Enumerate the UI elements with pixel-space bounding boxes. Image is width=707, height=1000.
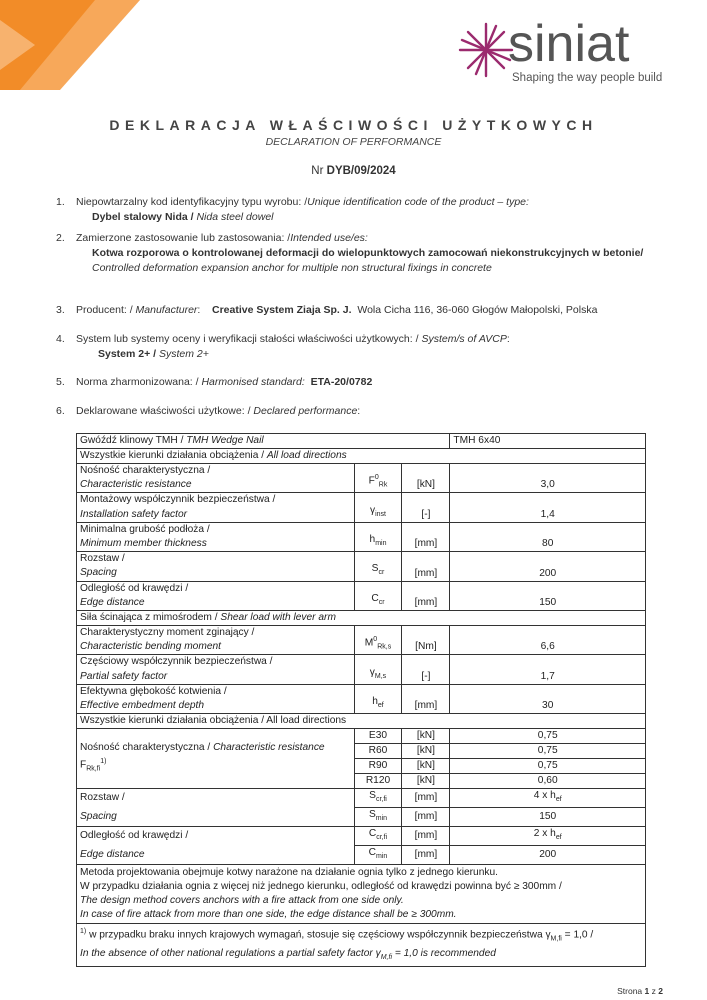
fire-class: E30 xyxy=(354,729,402,744)
product-name-en: TMH Wedge Nail xyxy=(186,435,264,446)
symbol-cell xyxy=(354,493,402,522)
symbol: γ xyxy=(369,504,376,516)
unit-cell: [mm] xyxy=(402,846,450,865)
property-label-en xyxy=(77,669,355,684)
fire-symbol-sub: Rk,fi xyxy=(86,765,101,773)
symbol-sub: inst xyxy=(375,510,386,518)
value-text: 2 x h xyxy=(533,828,556,840)
value-text: 4 x h xyxy=(533,790,556,801)
table-row xyxy=(77,714,646,729)
property-label: Charakterystyczny moment zginający / xyxy=(77,625,355,640)
item-value: Kotwa rozporowa o kontrolowanej deformacji do wielopunktowych zamocowań niekonstrukcyjnych w betonie/ xyxy=(92,247,644,259)
item-number: 1. xyxy=(56,196,65,208)
table-row xyxy=(77,655,646,670)
fire-class: R60 xyxy=(354,744,402,759)
symbol: C xyxy=(368,847,377,859)
property-label-text: Edge distance xyxy=(80,848,145,860)
value-cell: 80 xyxy=(450,522,646,551)
document-title: DEKLARACJA WŁAŚCIWOŚCI UŻYTKOWYCH xyxy=(109,117,598,133)
property-label-en xyxy=(77,537,355,552)
unit-cell: [kN] xyxy=(402,729,450,744)
value-sub: ef xyxy=(555,796,562,804)
symbol-sub: ef xyxy=(377,702,384,709)
value-cell: 150 xyxy=(450,581,646,610)
symbol-sub: min xyxy=(375,540,387,548)
value-cell xyxy=(450,789,646,808)
table-row xyxy=(77,924,646,966)
colon: : xyxy=(197,304,201,316)
unit-cell: [kN] xyxy=(402,759,450,774)
property-label-en xyxy=(77,478,355,493)
property-label-en xyxy=(77,699,355,714)
symbol-cell xyxy=(354,552,402,581)
note-line: W przypadku działania ognia z więcej niż jednego kierunku, odległość od krawędzi powinna być ≥ 300mm / xyxy=(80,881,562,893)
property-label: Częściowy współczynnik bezpieczeństwa / xyxy=(77,655,355,670)
value-cell: 0,75 xyxy=(450,729,646,744)
table-row xyxy=(77,522,646,537)
value-cell xyxy=(450,846,646,865)
symbol-sub: cr,fi xyxy=(375,796,387,804)
item-number: 6. xyxy=(56,405,65,417)
unit-cell: [mm] xyxy=(402,684,450,713)
item-text-en: Declared performance xyxy=(253,405,358,417)
value-cell: 3,0 xyxy=(450,464,646,493)
item-text: Niepowtarzalny kod identyfikacyjny typu wyrobu: / xyxy=(76,196,308,208)
fire-label-en: Characteristic resistance xyxy=(213,741,325,753)
standard-value: ETA-20/0782 xyxy=(310,376,373,388)
property-label-en xyxy=(77,640,355,655)
footnote-sub: M,fi xyxy=(550,935,562,943)
table-row xyxy=(77,827,646,846)
symbol-cell xyxy=(354,464,402,493)
table-row xyxy=(77,684,646,699)
symbol-sub: min xyxy=(375,815,388,823)
symbol-cell xyxy=(354,625,402,654)
value-cell: 0,75 xyxy=(450,759,646,774)
symbol-cell xyxy=(354,655,402,684)
property-label: Efektywna głębokość kotwienia / xyxy=(77,684,355,699)
page-footer xyxy=(617,986,663,996)
property-label-text: Odległość od krawędzi / xyxy=(80,830,189,842)
unit-cell: [Nm] xyxy=(402,625,450,654)
section-title-en: Shear load with lever arm xyxy=(220,611,336,623)
value-cell: 6,6 xyxy=(450,625,646,654)
unit-cell: [mm] xyxy=(402,581,450,610)
unit-cell: [-] xyxy=(402,493,450,522)
property-label-en xyxy=(77,596,355,611)
footnote xyxy=(77,924,646,966)
unit-cell: [-] xyxy=(402,655,450,684)
footnote-text-end: = 1,0 / xyxy=(561,929,594,941)
product-code: TMH 6x40 xyxy=(450,434,646,449)
page-of: z xyxy=(651,986,656,996)
section-title-en: All load directions xyxy=(266,450,347,461)
item-value-en: System 2+ xyxy=(159,348,209,360)
fire-resistance-label xyxy=(77,729,355,789)
note-line: Metoda projektowania obejmuje kotwy narażone na działanie ognia tylko z jednego kierunku. xyxy=(80,867,498,879)
nr-label: Nr xyxy=(311,165,324,177)
property-label: Montażowy współczynnik bezpieczeństwa / xyxy=(77,493,355,508)
item-text: Producent: / xyxy=(76,304,136,316)
footnote-text: w przypadku braku innych krajowych wymagań, stosuje się częściowy współczynnik bezpieczeństwa γ xyxy=(86,929,551,941)
footnote-text-en: In the absence of other national regulations a partial safety factor γ xyxy=(80,947,381,959)
footnote-sub-en: M,fi xyxy=(380,953,392,961)
fire-symbol-sup: 1) xyxy=(100,757,107,765)
symbol-cell xyxy=(354,827,402,846)
property-label: Odległość od krawędzi / xyxy=(77,581,355,596)
unit-cell: [mm] xyxy=(402,789,450,808)
table-row xyxy=(77,729,646,744)
item-text: System lub systemy oceny i weryfikacji stałości właściwości użytkowych: / xyxy=(76,333,422,345)
document-number xyxy=(0,165,707,177)
fire-class: R90 xyxy=(354,759,402,774)
symbol: S xyxy=(369,790,376,801)
item-text: Deklarowane właściwości użytkowe: / xyxy=(76,405,254,417)
value-cell: 0,75 xyxy=(450,744,646,759)
symbol: F xyxy=(368,475,375,487)
section-header xyxy=(77,449,646,464)
property-label-en-text: Edge distance xyxy=(80,596,145,608)
unit-cell: [kN] xyxy=(402,774,450,789)
table-row xyxy=(77,625,646,640)
unit-cell: [mm] xyxy=(402,522,450,551)
brand-tagline: Shaping the way people build xyxy=(512,72,663,84)
value-sub: ef xyxy=(555,834,562,842)
item-value: Dybel stalowy Nida / xyxy=(92,211,197,223)
table-row xyxy=(77,449,646,464)
value-cell: 30 xyxy=(450,684,646,713)
performance-table xyxy=(76,433,646,967)
unit-cell: [kN] xyxy=(402,464,450,493)
value-cell: 1,4 xyxy=(450,493,646,522)
symbol-cell xyxy=(354,581,402,610)
symbol: h xyxy=(372,695,378,707)
item-text: Zamierzone zastosowanie lub zastosowania: / xyxy=(76,232,291,244)
section-header: Wszystkie kierunki działania obciążenia / All load directions xyxy=(77,714,646,729)
symbol-sub: min xyxy=(376,853,388,861)
property-label-en xyxy=(77,566,355,581)
fire-note xyxy=(77,865,646,924)
fire-symbol: F xyxy=(80,759,87,771)
item-number: 4. xyxy=(56,333,65,345)
star-logo-icon xyxy=(456,20,516,80)
product-name: Gwóźdź klinowy TMH / xyxy=(80,435,187,446)
symbol: C xyxy=(368,828,377,840)
value-cell xyxy=(450,827,646,846)
symbol-cell xyxy=(354,684,402,713)
property-label xyxy=(77,846,355,865)
table-row xyxy=(77,865,646,924)
property-label-text: Spacing xyxy=(80,810,117,822)
value-cell: 1,7 xyxy=(450,655,646,684)
value-cell: 200 xyxy=(450,552,646,581)
table-row xyxy=(77,846,646,865)
page-label: Strona xyxy=(617,986,643,996)
table-row xyxy=(77,610,646,625)
table-row xyxy=(77,434,646,449)
property-label-en-text: Effective embedment depth xyxy=(80,699,205,711)
item-value: System 2+ / xyxy=(98,348,159,360)
footnote-mark: 1) xyxy=(80,928,87,936)
colon: : xyxy=(357,405,361,417)
section-header xyxy=(77,610,646,625)
item-text: Norma zharmonizowana: / xyxy=(76,376,202,388)
symbol-cell xyxy=(354,522,402,551)
property-label-en-text: Installation safety factor xyxy=(80,508,188,520)
item-number: 3. xyxy=(56,304,65,316)
unit-cell: [kN] xyxy=(402,744,450,759)
symbol-sub: cr xyxy=(378,598,385,606)
company-name: Creative System Ziaja Sp. J. xyxy=(212,304,352,316)
symbol-sub: Rk,s xyxy=(377,643,392,651)
table-row xyxy=(77,581,646,596)
unit-cell: [mm] xyxy=(402,808,450,827)
item-number: 2. xyxy=(56,232,65,244)
item-text-en: Harmonised standard: xyxy=(201,376,305,388)
property-label xyxy=(77,827,355,846)
fire-label-pl: Nośność charakterystyczna / xyxy=(80,741,214,753)
document-subtitle: DECLARATION OF PERFORMANCE xyxy=(265,136,442,148)
page-number: 1 xyxy=(644,986,650,996)
item-text-en: Intended use/es: xyxy=(290,232,368,244)
symbol: C xyxy=(371,592,379,604)
symbol: γ xyxy=(369,666,375,678)
product-name-cell xyxy=(77,434,450,449)
symbol-cell xyxy=(354,846,402,865)
note-line: In case of fire attack from more than one side, the edge distance shall be ≥ 300mm. xyxy=(80,909,457,921)
symbol-sub: cr xyxy=(378,569,385,577)
colon: : xyxy=(506,333,510,345)
symbol: M xyxy=(364,637,374,649)
property-label-en-text: Spacing xyxy=(80,567,117,579)
symbol-cell xyxy=(354,808,402,827)
symbol: h xyxy=(369,534,376,546)
fire-class: R120 xyxy=(354,774,402,789)
property-label-en-text: Partial safety factor xyxy=(80,670,168,682)
property-label-en xyxy=(77,508,355,523)
property-label-en-text: Characteristic resistance xyxy=(80,479,192,491)
section-title: Wszystkie kierunki działania obciążenia / xyxy=(80,450,267,461)
item-value-en: Nida steel dowel xyxy=(196,211,274,223)
unit-cell: [mm] xyxy=(402,552,450,581)
property-label: Rozstaw / xyxy=(77,552,355,567)
value-text: 200 xyxy=(539,849,557,861)
siniat-logo xyxy=(456,15,671,90)
symbol-sub: Rk xyxy=(378,481,388,489)
item-text-en: Unique identification code of the product – type: xyxy=(307,196,529,208)
symbol-sub: M,s xyxy=(374,672,387,680)
symbol-cell xyxy=(354,789,402,808)
symbol-sup: 0 xyxy=(373,635,378,643)
item-number: 5. xyxy=(56,376,65,388)
property-label: Minimalna grubość podłoża / xyxy=(77,522,355,537)
brand-name: siniat xyxy=(508,15,630,73)
item-text-en: System/s of AVCP xyxy=(421,333,507,345)
note-line: The design method covers anchors with a fire attack from one side only. xyxy=(80,895,404,907)
table-row xyxy=(77,789,646,808)
property-label xyxy=(77,808,355,827)
value-text: 150 xyxy=(539,811,557,823)
property-label: Nośność charakterystyczna / xyxy=(77,464,355,479)
company-address: Wola Cicha 116, 36-060 Głogów Małopolski, Polska xyxy=(357,304,598,316)
table-row xyxy=(77,808,646,827)
property-label-en-text: Characteristic bending moment xyxy=(80,641,221,653)
property-label xyxy=(77,789,355,808)
value-cell xyxy=(450,808,646,827)
footnote-text-en-end: = 1,0 is recommended xyxy=(392,947,496,959)
value-cell: 0,60 xyxy=(450,774,646,789)
symbol-sup: 0 xyxy=(374,473,379,481)
page-total: 2 xyxy=(658,986,663,996)
nr-value: DYB/09/2024 xyxy=(326,165,396,177)
orange-corner-graphic xyxy=(0,0,160,90)
table-row xyxy=(77,493,646,508)
symbol-sub: cr,fi xyxy=(376,834,388,842)
item-value-en: Controlled deformation expansion anchor for multiple non structural fixings in concrete xyxy=(92,262,492,274)
property-label-en-text: Minimum member thickness xyxy=(80,538,207,550)
table-row xyxy=(77,552,646,567)
section-title: Siła ścinająca z mimośrodem / xyxy=(80,611,221,623)
table-row xyxy=(77,464,646,479)
property-label-text: Rozstaw / xyxy=(80,792,125,804)
unit-cell: [mm] xyxy=(402,827,450,846)
item-text-en: Manufacturer xyxy=(135,304,198,316)
symbol: S xyxy=(371,563,379,575)
symbol: S xyxy=(368,809,376,821)
